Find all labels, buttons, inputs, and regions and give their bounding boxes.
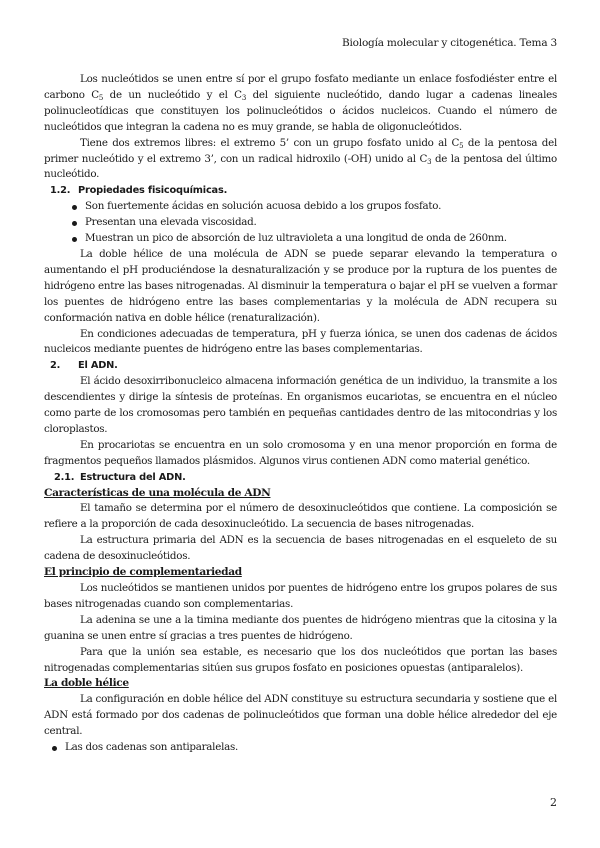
- list-item: Son fuertemente ácidas en solución acuosa debido a los grupos fosfato.: [72, 199, 557, 215]
- section-heading-1-2: 1.2. Propiedades fisicoquímicas.: [50, 185, 228, 197]
- list-item: Presentan una elevada viscosidad.: [72, 215, 557, 231]
- bullet-list: [44, 199, 557, 247]
- paragraph: La doble hélice de una molécula de ADN se puede separar elevando la temperatura o aumentando el pH produciéndose la desnaturalización y se produce por la ruptura de los puentes de hidrógeno entre las bases nitrogenadas. Al disminuir la temperatura o bajar el pH se vuelven a formar los puentes de hidrógeno entre las bases complementarias y la molécula de ADN recupera su conformación nativa en doble hélice (renaturalización).: [44, 247, 557, 324]
- paragraph: La estructura primaria del ADN es la secuencia de bases nitrogenadas en el esqueleto de su cadena de desoxinucleótidos.: [44, 534, 557, 563]
- subheading-caracteristicas: Características de una molécula de ADN: [44, 486, 271, 499]
- paragraph: Para que la unión sea estable, es necesario que los dos nucleótidos que portan las bases nitrogenadas complementarias sitúen sus grupos fosfato en posiciones opuestas (antiparalelos).: [44, 645, 557, 674]
- page-body: [44, 72, 557, 756]
- paragraph: El ácido desoxirribonucleico almacena información genética de un individuo, la transmite a los descendientes y dirige la síntesis de proteínas. En organismos eucariotas, se encuentra en el núcleo como parte de los cromosomas pero también en pequeñas cantidades dentro de las mitocondrias y los cloroplastos.: [44, 375, 557, 435]
- paragraph: Los nucleótidos se unen entre sí por el grupo fosfato mediante un enlace fosfodiéster entre el carbono $C_5$ de un nucleótido y el $C_3$ del siguiente nucleótido, dando lugar a cadenas lineales polinucleotídicas que constituyen los polinucleótidos o ácidos nucleicos. Cuando el número de nucleótidos que integran la cadena no es muy grande, se habla de oligonucleótidos.: [44, 73, 557, 133]
- list-item: Muestran un pico de absorción de luz ultravioleta a una longitud de onda de 260nm.: [72, 231, 557, 247]
- running-header: Biología molecular y citogenética. Tema 3: [341, 37, 557, 49]
- paragraph: La adenina se une a la timina mediante dos puentes de hidrógeno mientras que la citosina y la guanina se unen entre sí gracias a tres puentes de hidrógeno.: [44, 613, 557, 642]
- subheading-doble-helice: La doble hélice: [44, 677, 129, 690]
- subheading-complementariedad: El principio de complementariedad: [44, 566, 242, 579]
- paragraph: En condiciones adecuadas de temperatura, pH y fuerza iónica, se unen dos cadenas de ácidos nucleicos mediante puentes de hidrógeno entre las bases complementarias.: [44, 327, 557, 356]
- paragraph: La configuración en doble hélice del ADN constituye su estructura secundaria y sostiene que el ADN está formado por dos cadenas de polinucleótidos que forman una doble hélice alrededor del eje central.: [44, 693, 557, 738]
- list-item: Las dos cadenas son antiparalelas.: [52, 740, 557, 756]
- section-heading-2-1: 2.1. Estructura del ADN.: [54, 471, 186, 483]
- paragraph: El tamaño se determina por el número de desoxinucleótidos que contiene. La composición se refiere a la proporción de cada desoxinucleótido. La secuencia de bases nitrogenadas.: [44, 502, 557, 531]
- bullet-list: [44, 740, 557, 756]
- paragraph: Tiene dos extremos libres: el extremo 5’ con un grupo fosfato unido al $C_5$ de la pentosa del primer nucleótido y el extremo 3’, con un radical hidroxilo (-OH) unido al $C_3$ de la pentosa del último nucleótido.: [44, 136, 558, 181]
- paragraph: Los nucleótidos se mantienen unidos por puentes de hidrógeno entre los grupos polares de sus bases nitrogenadas cuando son complementarias.: [44, 582, 557, 610]
- page-number: 2: [550, 796, 557, 809]
- paragraph: En procariotas se encuentra en un solo cromosoma y en una menor proporción en forma de fragmentos pequeños llamados plásmidos. Algunos virus contienen ADN como material genético.: [44, 438, 557, 467]
- section-heading-2: 2. El ADN.: [50, 360, 118, 372]
